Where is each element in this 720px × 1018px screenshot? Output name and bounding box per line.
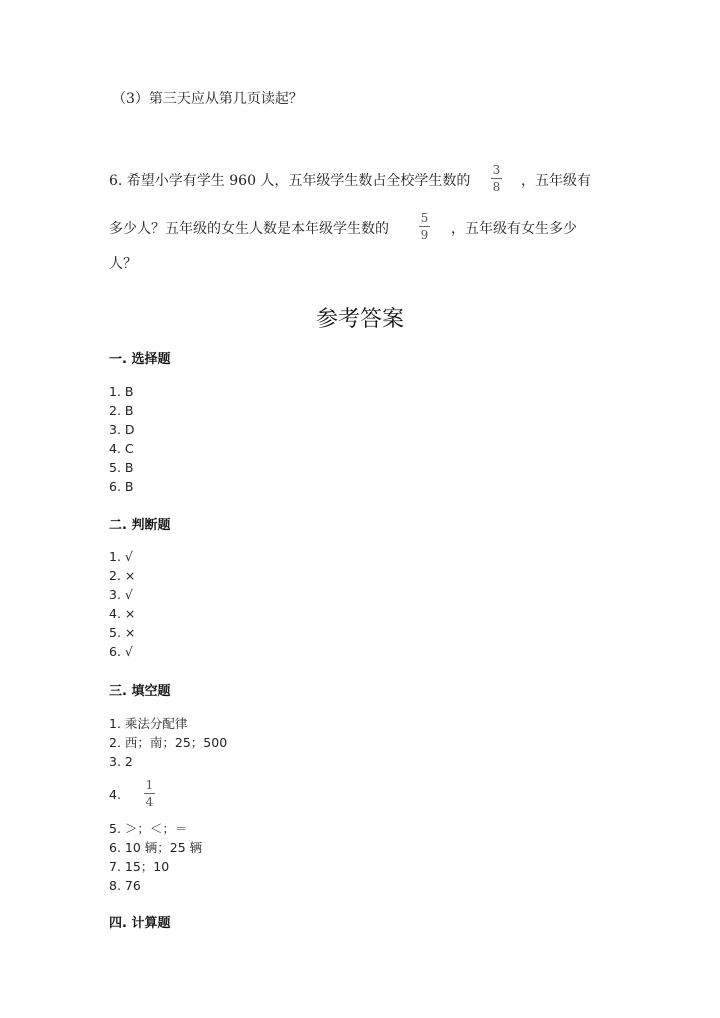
question-6-line-1-prefix: 6. 希望小学有学生 960 人，五年级学生数占全校学生数的 bbox=[109, 173, 471, 189]
section-heading-fill: 三. 填空题 bbox=[109, 684, 171, 699]
judge-answer-2: 2. × bbox=[109, 568, 136, 583]
fill-answer-3: 3. 2 bbox=[109, 754, 133, 769]
fraction-1-4 bbox=[144, 778, 155, 809]
choice-answer-2: 2. B bbox=[109, 403, 134, 418]
fill-answer-7: 7. 15；10 bbox=[109, 859, 170, 874]
judge-answer-5: 5. × bbox=[109, 625, 136, 640]
question-part-3: （3）第三天应从第几页读起？ bbox=[112, 91, 303, 107]
fraction-bar bbox=[144, 793, 155, 794]
fill-answer-6: 6. 10 辆；25 辆 bbox=[109, 840, 203, 855]
choice-answer-5: 5. B bbox=[109, 460, 134, 475]
answer-key-title: 参考答案 bbox=[315, 307, 404, 332]
choice-answer-3: 3. D bbox=[109, 422, 135, 437]
judge-answer-6: 6. √ bbox=[109, 644, 133, 659]
question-6-line-2-prefix: 多少人？五年级的女生人数是本年级学生数的 bbox=[109, 221, 389, 237]
question-6-line-2-suffix: ，五年级有女生多少 bbox=[451, 221, 577, 237]
fraction-bar bbox=[491, 178, 502, 179]
fill-answer-1: 1. 乘法分配律 bbox=[109, 716, 188, 731]
judge-answer-3: 3. √ bbox=[109, 587, 133, 602]
choice-answer-6: 6. B bbox=[109, 479, 134, 494]
judge-answer-1: 1. √ bbox=[109, 549, 133, 564]
fill-answer-4-label: 4. bbox=[109, 787, 121, 802]
fraction-numerator: 3 bbox=[492, 163, 501, 177]
question-6-line-3: 人？ bbox=[109, 256, 137, 272]
fraction-bar bbox=[419, 226, 430, 227]
fraction-denominator: 4 bbox=[145, 795, 154, 809]
fill-answer-8: 8. 76 bbox=[109, 878, 141, 893]
fraction-5-9 bbox=[419, 211, 430, 242]
fill-answer-2: 2. 西；南；25；500 bbox=[109, 735, 228, 750]
choice-answer-1: 1. B bbox=[109, 384, 134, 399]
fill-answer-5: 5. ＞；＜；＝ bbox=[109, 821, 188, 836]
fraction-numerator: 5 bbox=[420, 211, 429, 225]
fraction-numerator: 1 bbox=[145, 778, 154, 792]
fraction-3-8 bbox=[491, 163, 502, 194]
judge-answer-4: 4. × bbox=[109, 606, 136, 621]
choice-answer-4: 4. C bbox=[109, 441, 134, 456]
fraction-denominator: 9 bbox=[420, 228, 429, 242]
section-heading-calc: 四. 计算题 bbox=[109, 916, 171, 931]
section-heading-judge: 二. 判断题 bbox=[109, 518, 171, 533]
fraction-denominator: 8 bbox=[492, 180, 501, 194]
section-heading-choice: 一. 选择题 bbox=[109, 352, 171, 367]
question-6-line-1-suffix: ，五年级有 bbox=[521, 173, 591, 189]
